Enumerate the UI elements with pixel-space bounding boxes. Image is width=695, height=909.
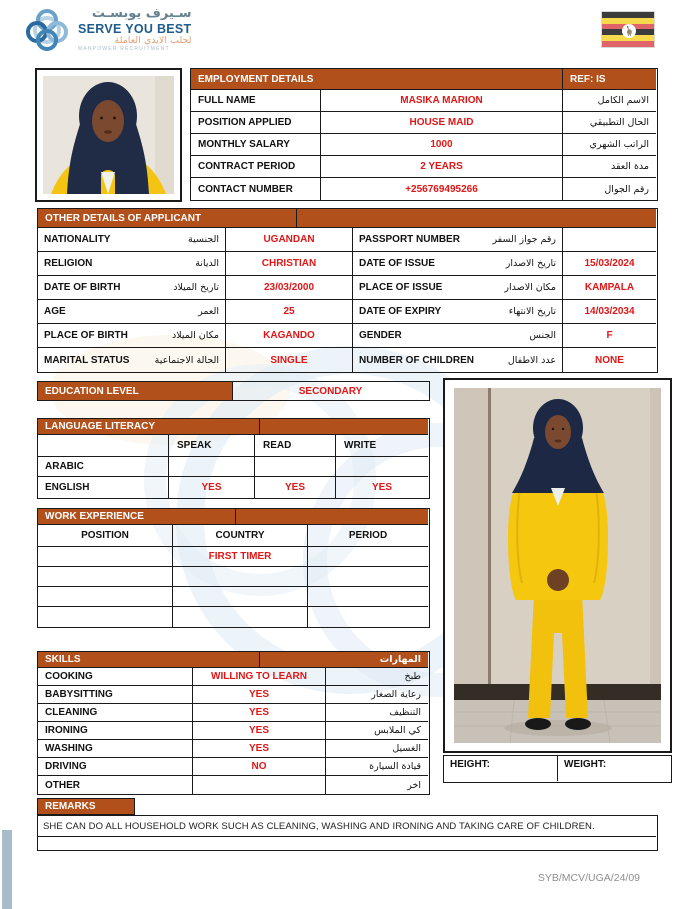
- education-label: EDUCATION LEVEL: [38, 382, 233, 400]
- field-label: PLACE OF BIRTH: [44, 330, 128, 341]
- language-corner-cell: [38, 435, 169, 457]
- work-position: [38, 587, 173, 607]
- field-label-arabic: العمر: [198, 306, 219, 317]
- column-header: POSITION: [38, 525, 173, 547]
- field-value: MASIKA MARION: [321, 90, 563, 112]
- skill-label-arabic: كي الملابس: [326, 722, 428, 740]
- skill-label-arabic: التنظيف: [326, 704, 428, 722]
- field-label: PASSPORT NUMBER: [359, 234, 460, 245]
- skill-value: YES: [193, 704, 326, 722]
- other-details-table: [37, 208, 658, 373]
- remarks-header: REMARKS: [37, 798, 135, 815]
- field-label-arabic: مدة العقد: [563, 156, 656, 178]
- field-label: GENDER: [359, 330, 402, 341]
- field-label-arabic: رقم جواز السفر: [492, 234, 556, 245]
- work-row: [38, 607, 429, 627]
- field-label: PLACE OF ISSUE: [359, 282, 443, 293]
- skill-label: OTHER: [38, 776, 193, 794]
- field-label: NATIONALITY: [44, 234, 111, 245]
- employment-row: [191, 134, 657, 156]
- skill-label-arabic: الغسيل: [326, 740, 428, 758]
- language-write: YES: [371, 482, 392, 493]
- language-name: ENGLISH: [38, 477, 169, 498]
- language-header: LANGUAGE LITERACY: [38, 419, 260, 435]
- employment-ref: REF: IS: [563, 69, 656, 90]
- skill-value: [193, 776, 326, 794]
- full-body-photo: [443, 378, 672, 753]
- employment-header: EMPLOYMENT DETAILS: [191, 69, 563, 90]
- skill-label-arabic: طبخ: [326, 668, 428, 686]
- skill-row: [38, 758, 429, 776]
- language-read: YES: [255, 477, 336, 498]
- logo-arabic-title: سـيرف يوبسـت: [91, 6, 192, 22]
- skill-value: YES: [193, 740, 326, 758]
- field-value: 2 YEARS: [321, 156, 563, 178]
- field-label-arabic: الحال التطبيقي: [563, 112, 656, 134]
- language-row: [38, 477, 429, 498]
- field-value: F: [563, 324, 656, 348]
- work-position: [38, 567, 173, 587]
- portrait-photo-image: [43, 76, 174, 194]
- field-label-arabic: تاريخ الميلاد: [173, 282, 219, 293]
- remarks-empty-row: [38, 837, 656, 850]
- skill-row: [38, 740, 429, 758]
- other-details-row: [38, 300, 657, 324]
- field-label-arabic: الجنسية: [188, 234, 219, 245]
- employment-table: [190, 68, 658, 201]
- weight-label: WEIGHT:: [564, 759, 607, 770]
- skill-value: YES: [193, 686, 326, 704]
- field-label: CONTRACT PERIOD: [191, 156, 321, 178]
- field-label: MARITAL STATUS: [44, 354, 130, 366]
- column-header: COUNTRY: [173, 525, 308, 547]
- work-experience-header: WORK EXPERIENCE: [38, 509, 236, 525]
- other-details-row: [38, 324, 657, 348]
- work-experience-table: [37, 508, 430, 628]
- crane-icon: [622, 24, 636, 38]
- field-label: CONTACT NUMBER: [191, 178, 321, 200]
- language-table: [37, 418, 430, 499]
- full-body-photo-image: [454, 388, 661, 743]
- field-label-arabic: الجنس: [529, 330, 556, 341]
- agency-logo: [24, 7, 192, 53]
- field-label: DATE OF EXPIRY: [359, 306, 442, 317]
- field-label-arabic: الراتب الشهري: [563, 134, 656, 156]
- employment-row: [191, 112, 657, 134]
- language-speak: YES: [169, 477, 255, 498]
- work-period: [308, 587, 428, 607]
- field-label: RELIGION: [44, 258, 93, 269]
- field-label-arabic: مكان الميلاد: [171, 330, 219, 341]
- portrait-photo: [35, 68, 182, 202]
- field-label: DATE OF BIRTH: [44, 282, 121, 293]
- decorative-corner-strip: [2, 830, 12, 909]
- field-label: POSITION APPLIED: [191, 112, 321, 134]
- field-value: SINGLE: [226, 348, 353, 372]
- column-header: SPEAK: [169, 435, 255, 457]
- language-speak: [169, 457, 255, 477]
- work-country: [173, 607, 308, 627]
- skill-row: [38, 722, 429, 740]
- field-label: AGE: [44, 306, 66, 317]
- other-details-header: OTHER DETAILS OF APPLICANT: [38, 209, 297, 228]
- remarks-box: [37, 815, 658, 851]
- field-value: 25: [226, 300, 353, 324]
- education-row: [37, 381, 430, 401]
- work-row: [38, 587, 429, 607]
- field-label-arabic: مكان الاصدار: [504, 282, 556, 293]
- field-label-arabic: الاسم الكامل: [563, 90, 656, 112]
- field-value: 1000: [321, 134, 563, 156]
- logo-knot-icon: [24, 7, 70, 53]
- field-label-arabic: رقم الجوال: [604, 183, 649, 195]
- field-value: KAGANDO: [226, 324, 353, 348]
- uganda-flag-icon: [601, 11, 655, 48]
- skill-label-arabic: رعاية الصغار: [326, 686, 428, 704]
- field-value: 15/03/2024: [563, 252, 656, 276]
- field-value: +256769495266: [321, 178, 563, 200]
- work-row: [38, 567, 429, 587]
- field-value: [563, 228, 656, 252]
- language-header-spacer: [260, 419, 428, 435]
- field-label-arabic: عدد الاطفال: [507, 354, 556, 366]
- field-label-arabic: الحالة الاجتماعية: [154, 354, 219, 366]
- employment-row: [191, 90, 657, 112]
- skill-label: BABYSITTING: [38, 686, 193, 704]
- skill-label: WASHING: [38, 740, 193, 758]
- field-value: KAMPALA: [563, 276, 656, 300]
- measurements-row: [443, 755, 672, 783]
- logo-arabic-subtitle: لجلب الايدي العاملة: [114, 34, 192, 46]
- work-experience-header-spacer: [236, 509, 428, 525]
- skill-row: [38, 776, 429, 794]
- skill-row: [38, 686, 429, 704]
- field-label: MONTHLY SALARY: [191, 134, 321, 156]
- skill-label-arabic: قيادة السيارة: [326, 758, 428, 776]
- language-write: [336, 457, 428, 477]
- column-header: PERIOD: [308, 525, 428, 547]
- work-country: [173, 587, 308, 607]
- field-value: NONE: [595, 354, 624, 366]
- field-label-arabic: الديانة: [195, 258, 219, 269]
- other-details-row: [38, 348, 657, 372]
- field-label: DATE OF ISSUE: [359, 258, 435, 269]
- work-position: [38, 607, 173, 627]
- skill-value: YES: [193, 722, 326, 740]
- skills-header-arabic: المهارات: [260, 652, 428, 668]
- other-details-header-spacer: [297, 209, 656, 228]
- skills-table: [37, 651, 430, 795]
- remarks-text: SHE CAN DO ALL HOUSEHOLD WORK SUCH AS CLEANING, WASHING AND IRONING AND TAKING CARE OF CHILDREN.: [38, 816, 656, 837]
- skill-label: DRIVING: [38, 758, 193, 776]
- work-period: [308, 607, 428, 627]
- logo-subtitle: MANPOWER RECRUITMENT: [78, 46, 170, 53]
- field-label: NUMBER OF CHILDREN: [359, 354, 474, 366]
- column-header: WRITE: [336, 435, 428, 457]
- field-label-arabic: تاريخ الانتهاء: [508, 306, 556, 317]
- skill-value: WILLING TO LEARN: [193, 668, 326, 686]
- field-label: FULL NAME: [191, 90, 321, 112]
- employment-row: [191, 178, 657, 200]
- education-value: SECONDARY: [298, 385, 363, 397]
- other-details-row: [38, 252, 657, 276]
- language-read: [255, 457, 336, 477]
- language-row: [38, 457, 429, 477]
- skill-label: COOKING: [38, 668, 193, 686]
- language-name: ARABIC: [38, 457, 169, 477]
- other-details-row: [38, 276, 657, 300]
- skill-label: IRONING: [38, 722, 193, 740]
- skill-row: [38, 704, 429, 722]
- height-label: HEIGHT:: [444, 756, 558, 781]
- skill-row: [38, 668, 429, 686]
- skill-value: NO: [193, 758, 326, 776]
- work-country: [173, 567, 308, 587]
- footer-ref-code: SYB/MCV/UGA/24/09: [537, 872, 640, 884]
- other-details-row: [38, 228, 657, 252]
- field-label-arabic: تاريخ الاصدار: [505, 258, 556, 269]
- skill-label-arabic: اخر: [407, 779, 421, 791]
- column-header: READ: [255, 435, 336, 457]
- employment-row: [191, 156, 657, 178]
- field-value: UGANDAN: [226, 228, 353, 252]
- work-period: [308, 547, 428, 567]
- field-value: 23/03/2000: [226, 276, 353, 300]
- work-country: FIRST TIMER: [173, 547, 308, 567]
- skills-header: SKILLS: [38, 652, 260, 668]
- field-value: CHRISTIAN: [226, 252, 353, 276]
- logo-title: SERVE YOU BEST: [78, 21, 192, 36]
- field-value: HOUSE MAID: [321, 112, 563, 134]
- work-position: [38, 547, 173, 567]
- field-value: 14/03/2034: [563, 300, 656, 324]
- skill-label: CLEANING: [38, 704, 193, 722]
- work-period: [308, 567, 428, 587]
- work-row: [38, 547, 429, 567]
